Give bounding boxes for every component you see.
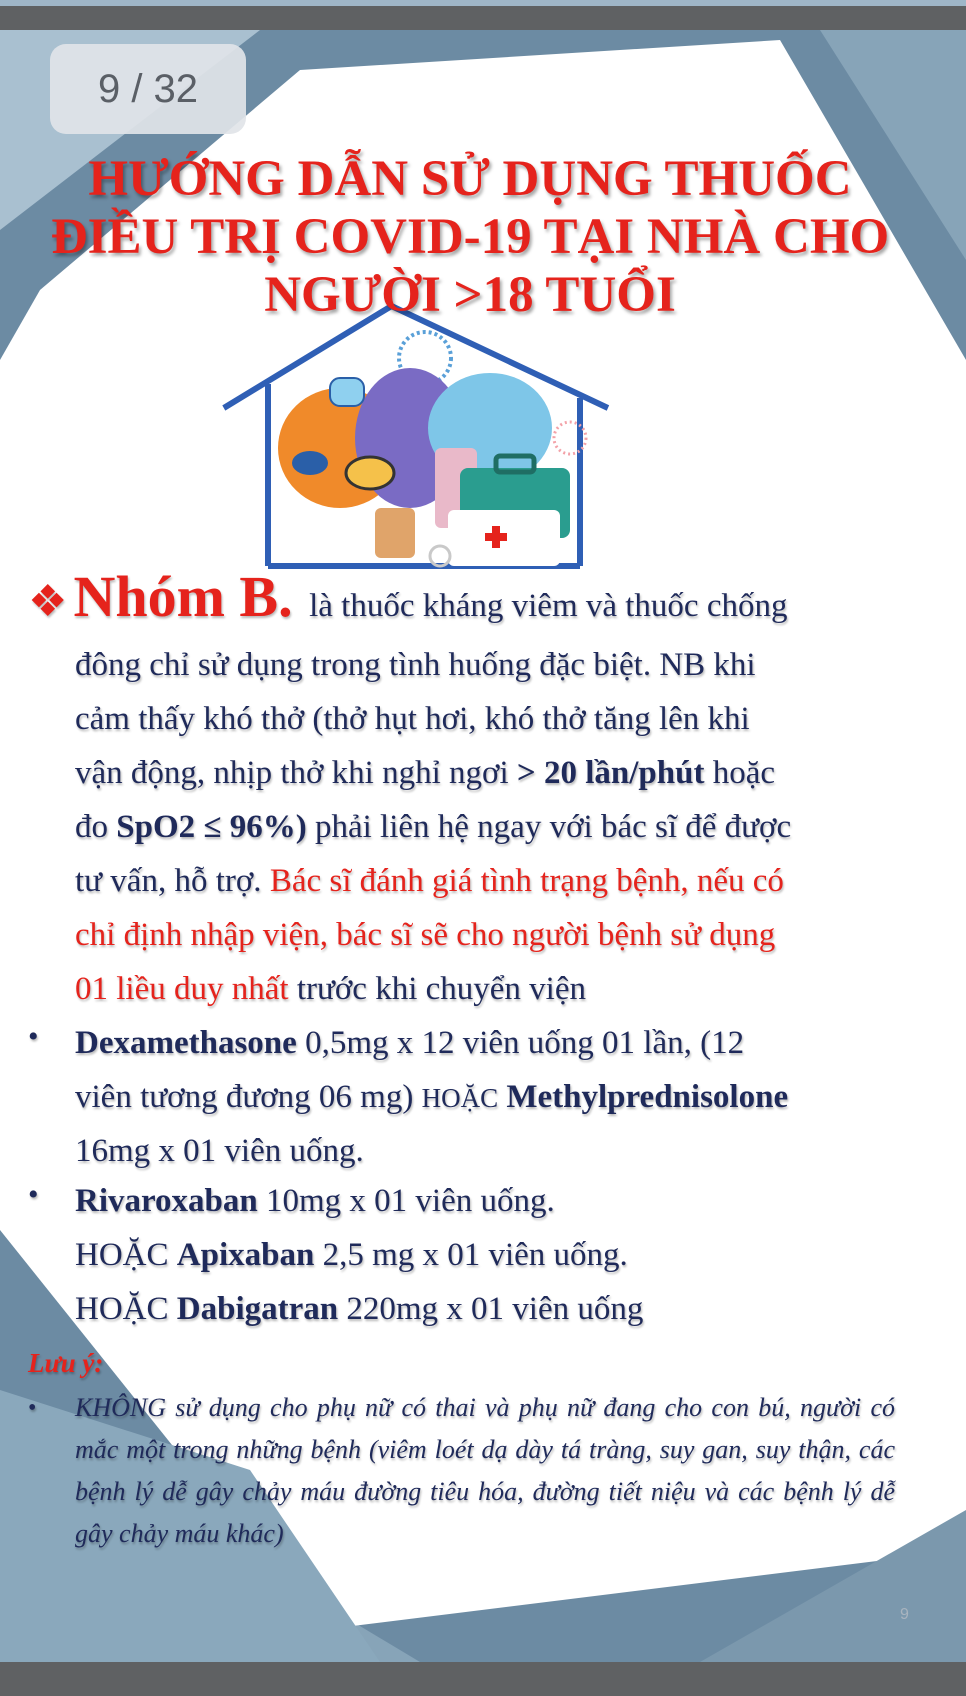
drug-rivaroxaban: Rivaroxaban <box>75 1183 258 1219</box>
intro-line-2: đông chỉ sử dụng trong tình huống đặc biệt. NB khi <box>75 647 756 683</box>
dabigatran-dose: 220mg x 01 viên uống <box>338 1291 644 1327</box>
group-heading <box>28 564 898 633</box>
intro-line-6a: tư vấn, hỗ trợ. <box>75 863 270 899</box>
viewer-bottom-bar <box>0 1662 966 1696</box>
intro-line-5a: đo <box>75 809 117 845</box>
intro-line-6b: Bác sĩ đánh giá tình trạng bệnh, nếu có <box>269 863 784 899</box>
drug2-line-1 <box>75 1174 895 1228</box>
or-label: HOẶC <box>421 1083 499 1113</box>
page-counter: 9 / 32 <box>50 44 246 134</box>
drug-dabigatran: Dabigatran <box>176 1291 339 1327</box>
house-medical-illustration <box>220 298 620 573</box>
bullet-icon: • <box>28 1395 37 1421</box>
intro-line-8b: trước khi chuyển viện <box>288 971 586 1007</box>
intro-line-5c: phải liên hệ ngay với bác sĩ để được <box>306 809 792 845</box>
single-dose-text: 01 liều duy nhất <box>75 971 289 1007</box>
drug1-line-1 <box>75 1016 895 1070</box>
drug1-line-3: 16mg x 01 viên uống. <box>75 1133 364 1169</box>
or-label: HOẶC <box>75 1291 177 1327</box>
title-line-3: NGƯỜI >18 TUỔI <box>264 267 676 323</box>
group-title: Nhóm B. <box>73 564 293 629</box>
drug2-line-2 <box>75 1228 895 1282</box>
drug-methylprednisolone: Methylprednisolone <box>506 1079 789 1115</box>
intro-line-7: chỉ định nhập viện, bác sĩ sẽ cho người bệnh sử dụng <box>75 917 776 953</box>
title-line-2: ĐIỀU TRỊ COVID-19 TẠI NHÀ CHO <box>50 209 890 265</box>
apixaban-dose: 2,5 mg x 01 viên uống. <box>314 1237 628 1273</box>
drug1-equivalent: viên tương đương 06 mg) <box>75 1079 422 1115</box>
spo2-threshold: SpO2 ≤ 96%) <box>116 809 307 845</box>
drug-dexamethasone: Dexamethasone <box>75 1025 297 1061</box>
slide-page <box>0 30 966 1662</box>
diamond-bullet-icon: ❖ <box>28 577 68 626</box>
slide-title <box>30 150 910 324</box>
intro-line-4 <box>75 746 895 800</box>
or-label: HOẶC <box>75 1237 177 1273</box>
slide-page-number: 9 <box>900 1606 909 1623</box>
intro-line-4a: vận động, nhịp thở khi nghỉ ngơi <box>75 755 517 791</box>
drug2-dose: 10mg x 01 viên uống. <box>257 1183 555 1219</box>
title-line-1: HƯỚNG DẪN SỬ DỤNG THUỐC <box>88 151 852 207</box>
intro-line-4c: hoặc <box>704 755 775 791</box>
bullet-icon: • <box>28 1178 39 1211</box>
intro-line-5 <box>75 800 895 854</box>
intro-line-6 <box>75 854 895 908</box>
drug1-dose: 0,5mg x 12 viên uống 01 lần, (12 <box>296 1025 745 1061</box>
note-label: Lưu ý: <box>28 1348 104 1378</box>
intro-line-1: là thuốc kháng viêm và thuốc chống <box>309 588 788 624</box>
drug2-line-3 <box>75 1282 895 1336</box>
intro-line-8 <box>75 962 895 1016</box>
drug1-line-2 <box>75 1070 895 1125</box>
bullet-icon: • <box>28 1020 39 1053</box>
respiratory-rate-threshold: > 20 lần/phút <box>516 755 705 791</box>
viewer-top-bar <box>0 0 966 30</box>
note-text: KHÔNG sử dụng cho phụ nữ có thai và phụ nữ đang cho con bú, người có mắc một trong những bệnh (viêm loét dạ dày tá tràng, suy gan, suy thận, các bệnh lý dễ gây chảy máu đường tiêu hóa, đường tiết niệu và các bệnh lý dễ gây chảy máu khác) <box>75 1393 895 1548</box>
drug-apixaban: Apixaban <box>176 1237 315 1273</box>
intro-line-3: cảm thấy khó thở (thở hụt hơi, khó thở tăng lên khi <box>75 701 750 737</box>
